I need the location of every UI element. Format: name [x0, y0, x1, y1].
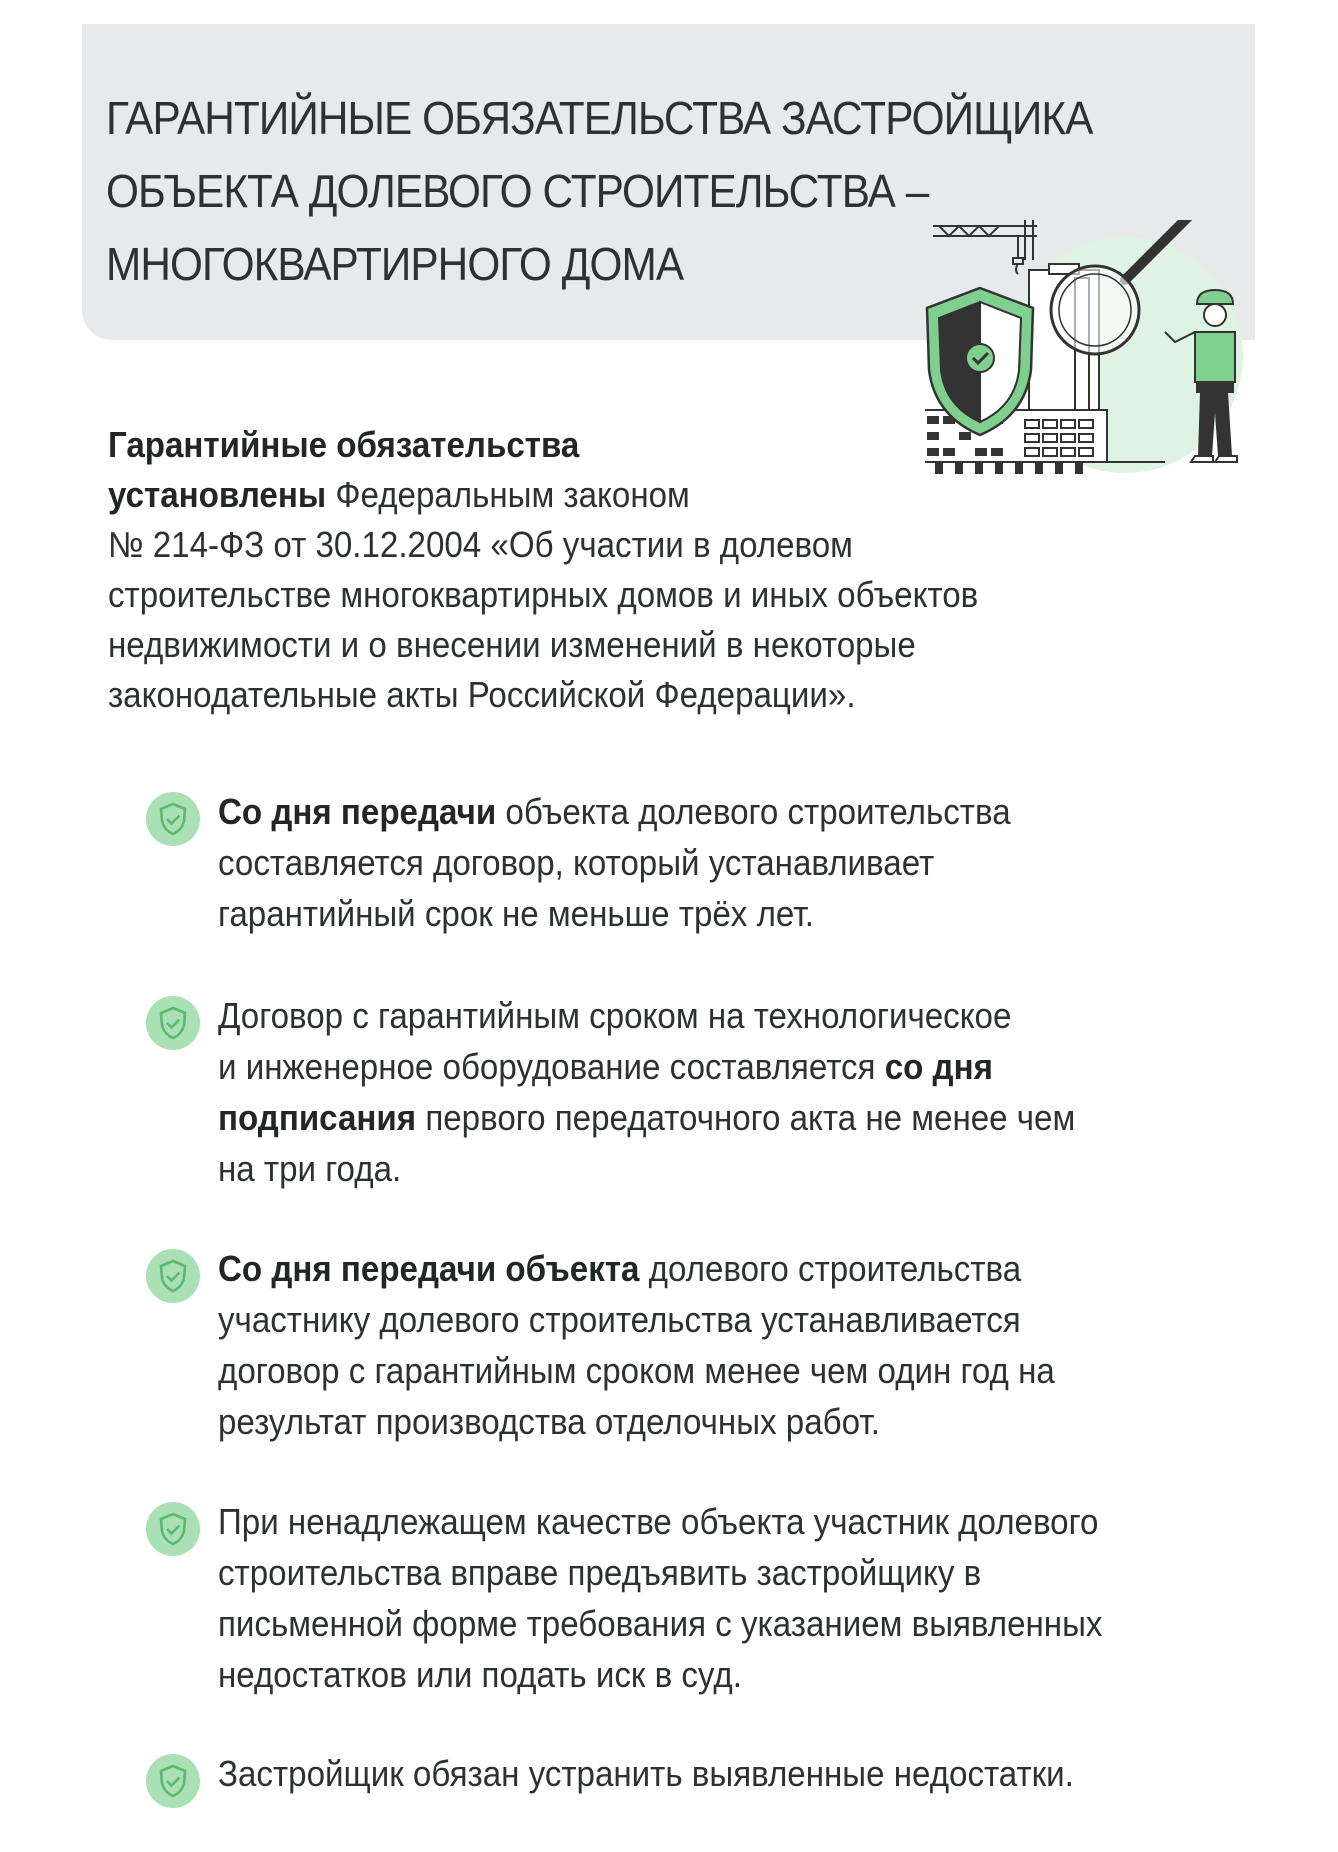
- item-text: договор с гарантийным сроком менее чем один год на: [218, 1350, 1055, 1391]
- item-text: первого передаточного акта не менее чем: [416, 1097, 1076, 1138]
- intro-bold: установлены: [108, 474, 327, 515]
- shield-check-icon: [146, 792, 200, 846]
- item-text: долевого строительства: [639, 1248, 1022, 1289]
- list-item-text: [218, 1243, 1138, 1447]
- shield-check-icon: [146, 1502, 200, 1556]
- item-text: письменной форме требования с указанием выявленных: [218, 1603, 1103, 1644]
- intro-text: строительстве многоквартирных домов и иных объектов: [108, 574, 979, 615]
- item-text: составляется договор, который устанавливает: [218, 842, 935, 883]
- item-text: При ненадлежащем качестве объекта участник долевого: [218, 1501, 1099, 1542]
- shield-check-icon: [146, 1754, 200, 1808]
- title-line: ГАРАНТИЙНЫЕ ОБЯЗАТЕЛЬСТВА ЗАСТРОЙЩИКА: [106, 92, 1093, 144]
- title-line: МНОГОКВАРТИРНОГО ДОМА: [106, 238, 684, 290]
- item-bold: подписания: [218, 1097, 417, 1138]
- list-item-text: [218, 1496, 1138, 1700]
- item-text: Застройщик обязан устранить выявленные недостатки.: [218, 1753, 1074, 1794]
- item-text: недостатков или подать иск в суд.: [218, 1654, 742, 1695]
- item-text: участнику долевого строительства устанавливается: [218, 1299, 1021, 1340]
- item-text: строительства вправе предъявить застройщику в: [218, 1552, 982, 1593]
- item-text: на три года.: [218, 1148, 402, 1189]
- shield-check-icon: [146, 1249, 200, 1303]
- item-text: результат производства отделочных работ.: [218, 1401, 880, 1442]
- item-text: объекта долевого строительства: [496, 791, 1011, 832]
- list-item-text: [218, 786, 1138, 939]
- title-line: ОБЪЕКТА ДОЛЕВОГО СТРОИТЕЛЬСТВА –: [106, 165, 929, 217]
- intro-paragraph: [108, 420, 1028, 720]
- list-item-text: [218, 1748, 1138, 1799]
- page-title: [106, 82, 1093, 301]
- intro-text: № 214-ФЗ от 30.12.2004 «Об участии в долевом: [108, 524, 853, 565]
- crane-icon: [933, 220, 1037, 274]
- intro-bold: Гарантийные обязательства: [108, 424, 580, 465]
- intro-text: недвижимости и о внесении изменений в некоторые: [108, 624, 916, 665]
- list-item-text: [218, 990, 1138, 1194]
- item-bold: Со дня передачи: [218, 791, 497, 832]
- intro-text: Федеральным законом: [326, 474, 690, 515]
- intro-text: законодательные акты Российской Федерации».: [108, 674, 856, 715]
- item-text: гарантийный срок не меньше трёх лет.: [218, 893, 814, 934]
- shield-check-icon: [146, 996, 200, 1050]
- item-bold: со дня: [884, 1046, 993, 1087]
- item-text: и инженерное оборудование составляется: [218, 1046, 885, 1087]
- item-text: Договор с гарантийным сроком на технологическое: [218, 995, 1012, 1036]
- item-bold: Со дня передачи объекта: [218, 1248, 640, 1289]
